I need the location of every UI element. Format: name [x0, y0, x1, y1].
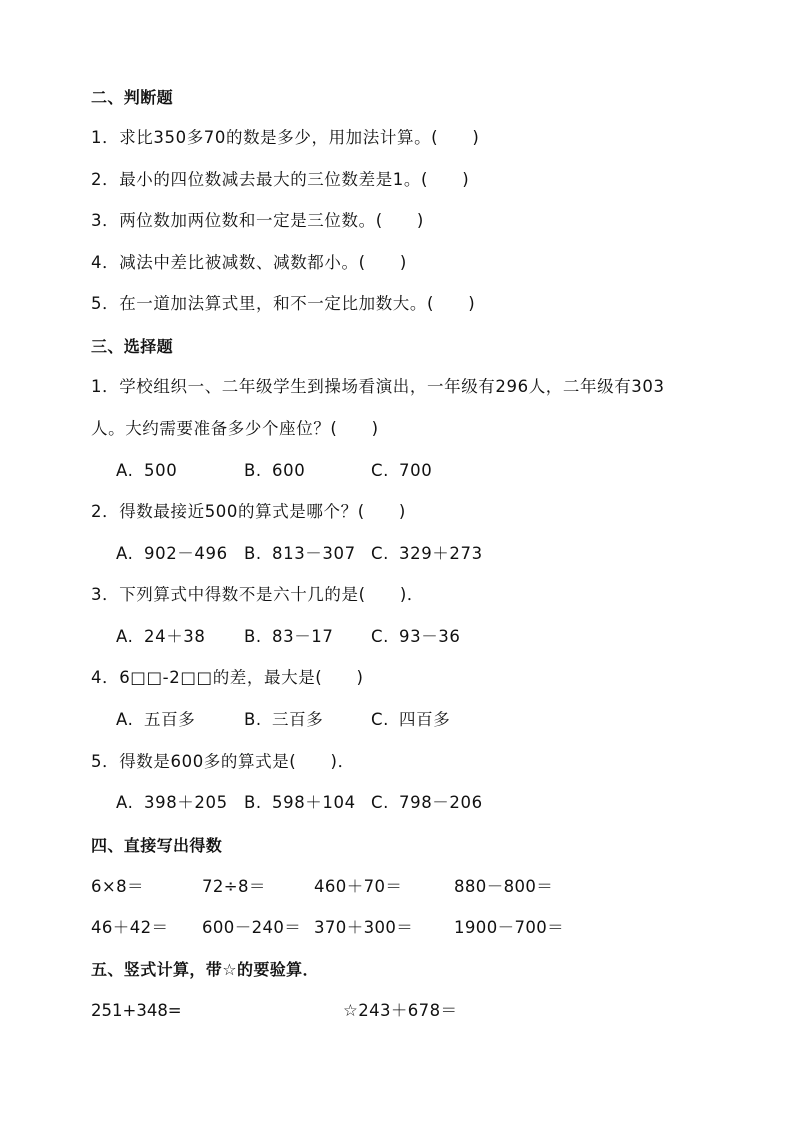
- judge-question-3: 3．两位数加两位数和一定是三位数。( ): [91, 211, 424, 230]
- option-c: C. 93－36: [371, 627, 461, 646]
- choice-question-4: 4．6□□-2□□的差，最大是( ): [91, 668, 364, 687]
- option-c: C. 700: [371, 461, 433, 480]
- option-c: C. 798－206: [371, 793, 483, 812]
- choice-options-1: [91, 460, 711, 482]
- option-a: A. 902－496: [116, 544, 228, 563]
- section-heading-judge: 二、判断题: [91, 88, 174, 107]
- choice-options-2: [91, 543, 711, 565]
- option-c: C. 329＋273: [371, 544, 483, 563]
- choice-question-3: 3．下列算式中得数不是六十几的是( )．: [91, 585, 424, 604]
- judge-question-5: 5．在一道加法算式里，和不一定比加数大。( ): [91, 294, 476, 313]
- choice-options-4: [91, 709, 711, 731]
- calc-item: 370＋300＝: [314, 918, 414, 937]
- option-b: B. 600: [244, 461, 306, 480]
- option-b: B. 83－17: [244, 627, 334, 646]
- calc-item: 72÷8＝: [202, 877, 266, 896]
- choice-question-5: 5．得数是600多的算式是( )．: [91, 752, 355, 771]
- option-c: C. 四百多: [371, 710, 451, 729]
- calc-item: 46＋42＝: [91, 918, 169, 937]
- option-a: A. 24＋38: [116, 627, 206, 646]
- choice-question-1-line-2: 人。大约需要准备多少个座位？( ): [91, 419, 379, 438]
- option-a: A. 五百多: [116, 710, 196, 729]
- calc-item: 6×8＝: [91, 877, 144, 896]
- choice-question-1-line-1: 1．学校组织一、二年级学生到操场看演出，一年级有296人，二年级有303: [91, 377, 665, 396]
- choice-question-2: 2．得数最接近500的算式是哪个？( ): [91, 502, 406, 521]
- judge-question-2: 2．最小的四位数减去最大的三位数差是1。( ): [91, 170, 470, 189]
- section-heading-vertical: 五、竖式计算，带☆的要验算．: [91, 960, 319, 979]
- vertical-calc-item: 251+348=: [91, 1001, 182, 1020]
- section-heading-direct: 四、直接写出得数: [91, 836, 223, 855]
- choice-options-3: [91, 626, 711, 648]
- judge-question-1: 1．求比350多70的数是多少，用加法计算。( ): [91, 128, 480, 147]
- vertical-calc-item-starred: ☆243＋678＝: [343, 1001, 458, 1020]
- judge-question-4: 4．减法中差比被减数、减数都小。( ): [91, 253, 407, 272]
- option-b: B. 598＋104: [244, 793, 356, 812]
- option-b: B. 三百多: [244, 710, 324, 729]
- option-a: A. 398＋205: [116, 793, 228, 812]
- calc-item: 600－240＝: [202, 918, 302, 937]
- calc-item: 880－800＝: [454, 877, 554, 896]
- option-b: B. 813－307: [244, 544, 356, 563]
- option-a: A. 500: [116, 461, 178, 480]
- choice-options-5: [91, 792, 711, 814]
- calc-item: 460＋70＝: [314, 877, 403, 896]
- calc-item: 1900－700＝: [454, 918, 565, 937]
- section-heading-choice: 三、选择题: [91, 337, 174, 356]
